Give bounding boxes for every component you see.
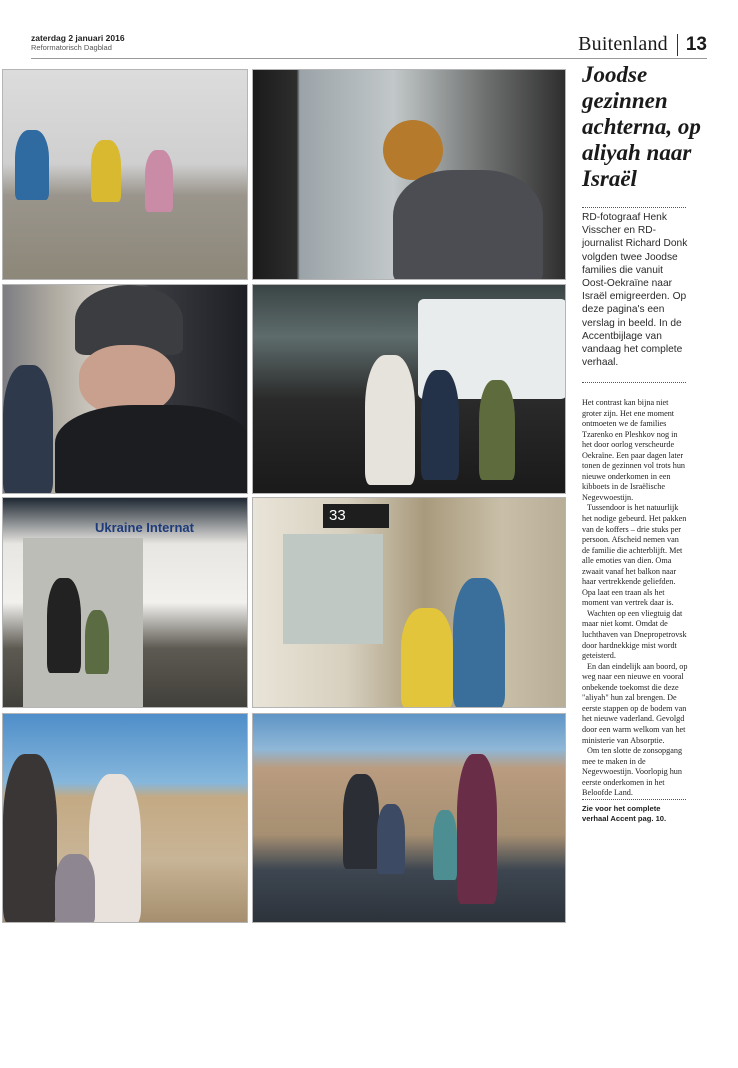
family-walking-road-photo — [252, 713, 566, 923]
woman-waving-at-window-photo — [252, 69, 566, 280]
family-in-negev-desert-photo — [2, 713, 248, 923]
section-title: Buitenland — [578, 33, 668, 55]
intro-bottom-rule — [582, 382, 686, 383]
accent-reference: Zie voor het complete verhaal Accent pag. 10. — [582, 804, 667, 823]
body-paragraph: Om ten slotte de zonsopgang mee te maken in de Negevwoestijn. Voorlopig hun eerste onderkomen in het Beloofde Land. — [582, 746, 683, 798]
page-number: 13 — [685, 33, 707, 55]
masthead-divider — [677, 34, 678, 56]
header-rule — [31, 58, 707, 59]
body-paragraph: En dan eindelijk aan boord, op weg naar een nieuwe en vooral onbekende toekomst die deze "aliyah" hun zal brengen. De eerste stappen op de bodem van het nieuwe vaderland. Gevolgd door een warm welkom van het ministerie van Absorptie. — [582, 661, 688, 745]
body-paragraph: Tussendoor is het natuurlijk het nodige gebeurd. Het pakken van de koffers – drie stuks per persoon. Afscheid nemen van de familie die achterblijft. Met alle emoties van dien. Oma zwaait vanaf het balkon naar haar vertrekkende geliefden. Opa laat een traan als het moment van vertrek daar is. — [582, 503, 687, 608]
body-paragraph: Wachten op een vliegtuig dat maar niet komt. Omdat de luchthaven van Dnepropetrovsk door hardnekkige mist wordt geteisterd. — [582, 608, 687, 661]
article-headline: Joodse gezinnen achterna, op aliyah naar Israël — [582, 62, 701, 191]
body-paragraph: Het contrast kan bijna niet groter zijn. Het ene moment ontmoeten we de families Tzarenko en Pleshkov nog in het door oorlog verscheurde Oekraïne. Een paar dagen later tonen de gezinnen vol trots hun nieuwe onderkomen in een kibboets in de Israëlische Negevwoestijn. — [582, 398, 686, 502]
credit-rule — [582, 799, 686, 800]
issue-date: zaterdag 2 januari 2016 — [31, 33, 125, 43]
article-intro: RD-fotograaf Henk Visscher en RD-journalist Richard Donk volgden twee Joodse families die vanuit Oost-Oekraïne naar Israël emigreerden. Op deze pagina's een verslag in beeld. In de Accentbijlage van vandaag het complete verhaal. — [582, 212, 688, 369]
intro-top-rule — [582, 207, 686, 208]
newspaper-name: Reformatorisch Dagblad — [31, 43, 112, 53]
grandfather-tearful-photo — [2, 284, 248, 494]
masthead-left — [31, 33, 125, 52]
boarding-airplane-photo: Ukraine Internat — [2, 497, 248, 708]
masthead-right — [578, 33, 707, 56]
airport-check-in-photo: 33 — [252, 497, 566, 708]
children-climbing-wall-photo — [2, 69, 248, 280]
family-by-bus-at-night-photo — [252, 284, 566, 494]
article-body — [582, 398, 688, 799]
